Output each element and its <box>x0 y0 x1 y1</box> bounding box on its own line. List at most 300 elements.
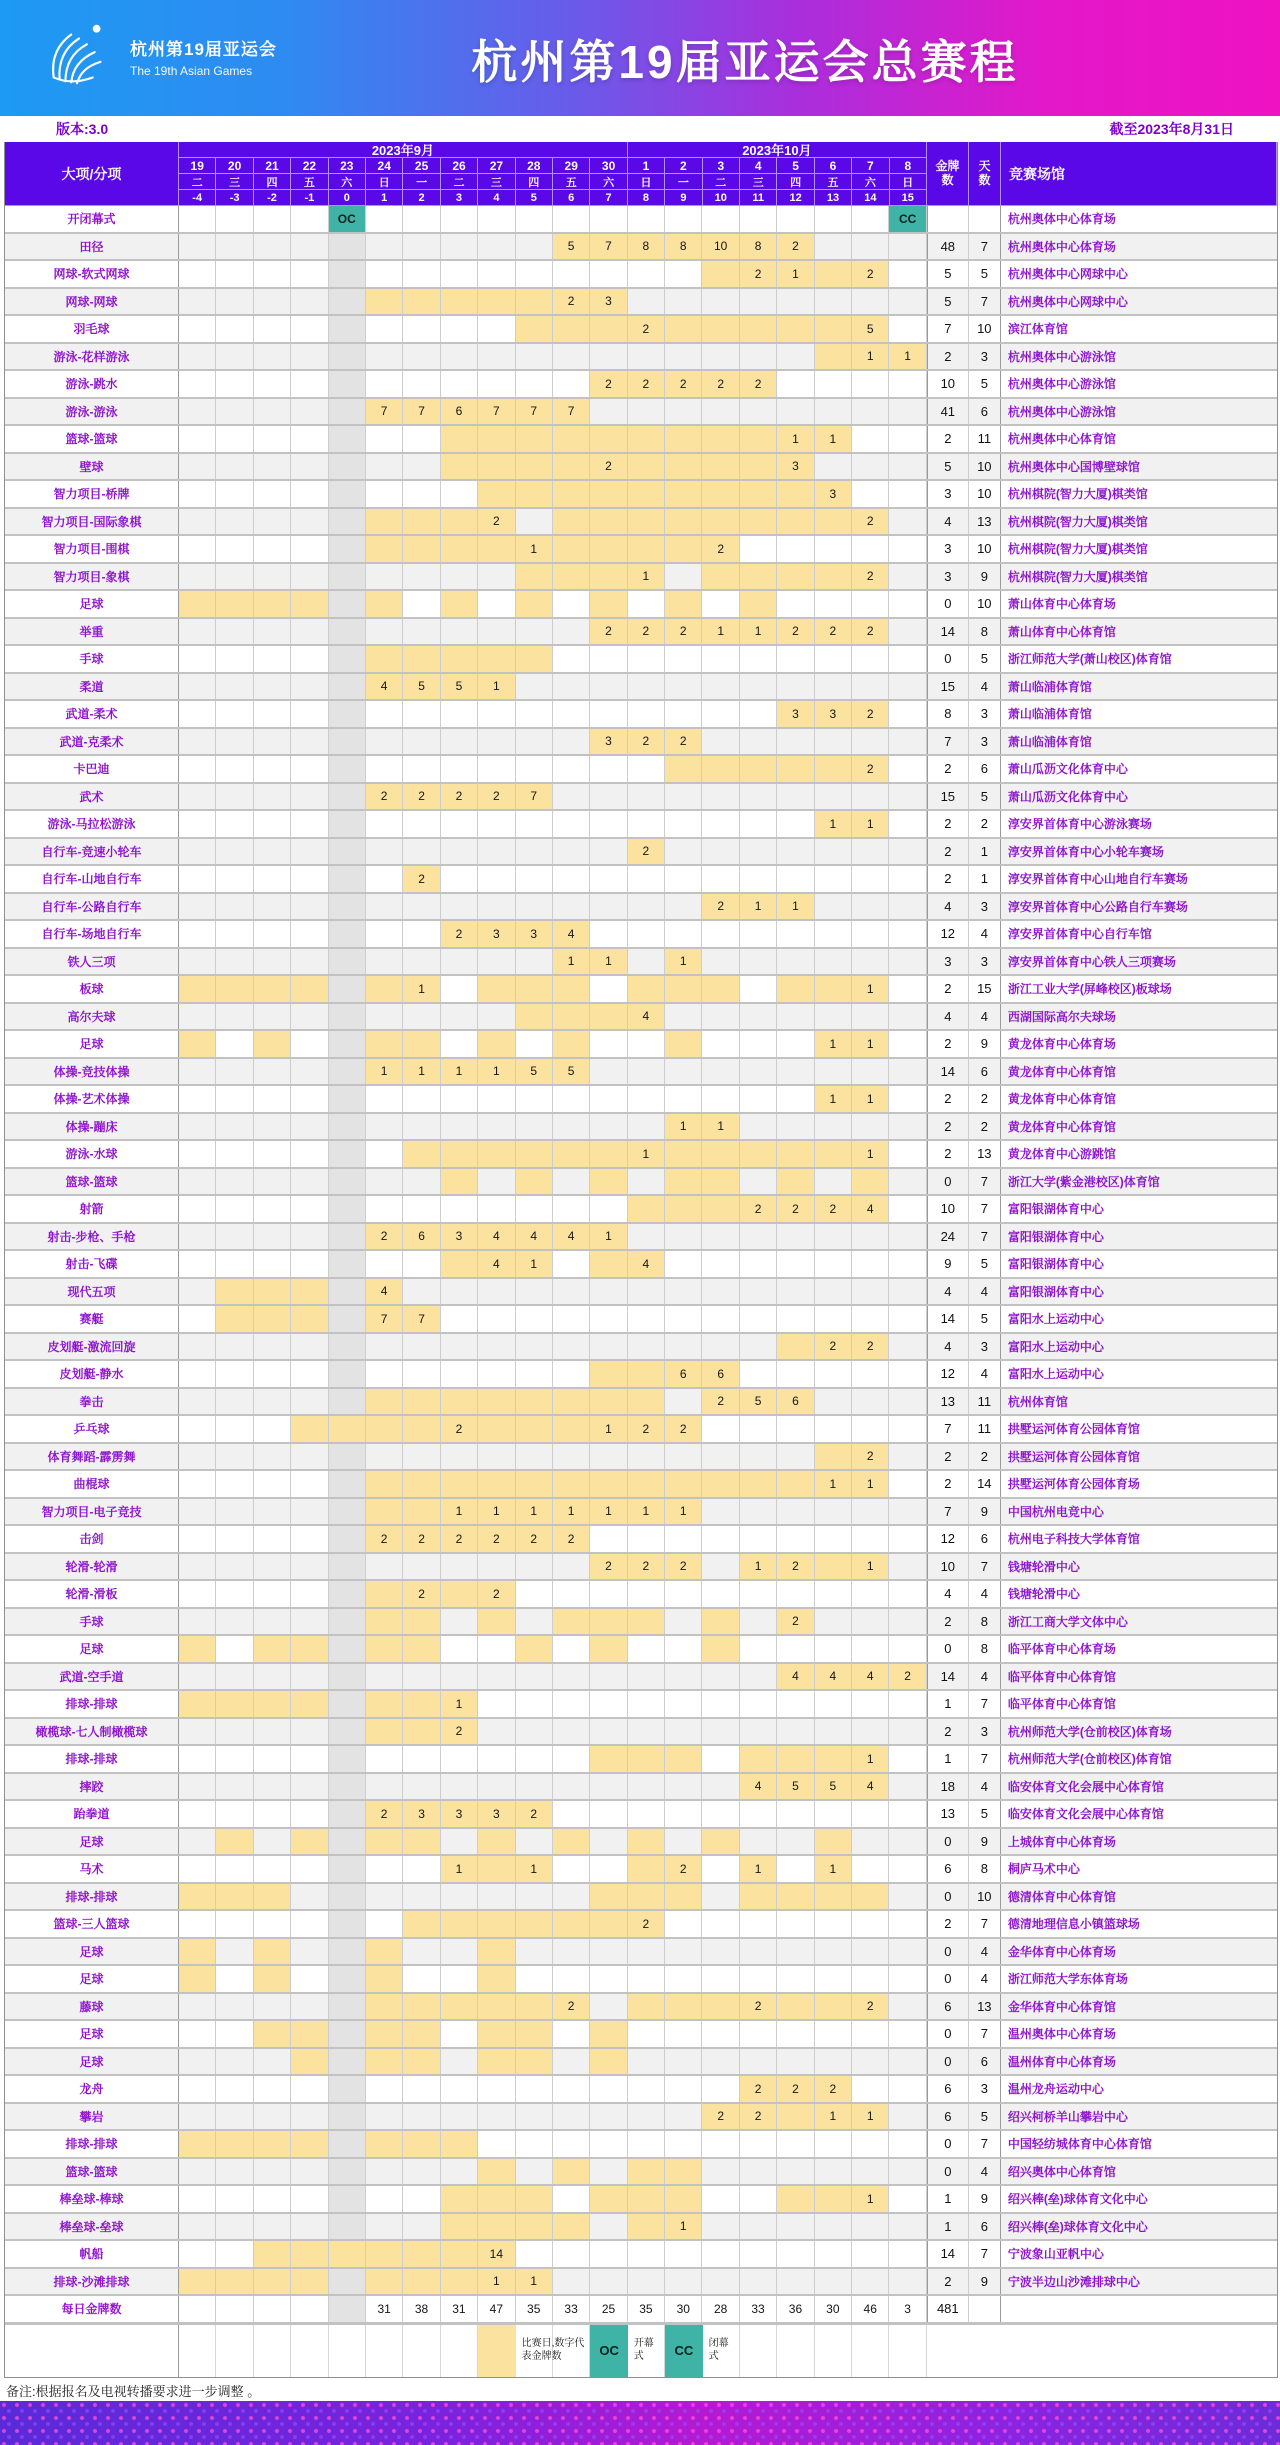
gold-count-cell: 1 <box>927 1746 969 1772</box>
day-cell <box>889 1114 926 1140</box>
day-cell: 2 <box>815 1334 852 1360</box>
days-count-cell: 7 <box>969 1911 1001 1937</box>
day-cell: 1 <box>665 1114 702 1140</box>
day-cell <box>777 1086 814 1112</box>
day-cell <box>590 646 627 672</box>
day-cell: 3 <box>815 701 852 727</box>
day-cell <box>628 976 665 1002</box>
table-row <box>5 2104 1277 2132</box>
column-header-date: 30 <box>590 158 627 174</box>
day-cell <box>777 206 814 232</box>
day-cell <box>815 1939 852 1965</box>
day-cell <box>403 1086 440 1112</box>
day-cell: 1 <box>478 674 515 700</box>
day-cell <box>628 2049 665 2075</box>
day-cell <box>254 234 291 260</box>
day-cell <box>665 756 702 782</box>
day-cell <box>366 2076 403 2102</box>
day-cell <box>403 509 440 535</box>
day-cell <box>889 454 926 480</box>
day-cell <box>254 2269 291 2295</box>
column-header-weekday: 五 <box>815 174 852 190</box>
day-cell <box>516 261 553 287</box>
day-cell <box>478 261 515 287</box>
day-cell <box>740 811 777 837</box>
day-cell <box>553 2049 590 2075</box>
day-cell <box>553 1774 590 1800</box>
table-row <box>5 261 1277 289</box>
day-cell <box>179 481 216 507</box>
legend-matchday-label: 比赛日,数字代表金牌数 <box>521 2338 585 2362</box>
day-cell <box>852 234 889 260</box>
day-cell <box>815 784 852 810</box>
day-cell: 2 <box>740 1196 777 1222</box>
table-row <box>5 1059 1277 1087</box>
footer-note-row <box>0 2378 1280 2404</box>
day-cell <box>516 811 553 837</box>
day-cell <box>179 1499 216 1525</box>
gold-count-cell <box>927 206 969 232</box>
gold-count-cell: 2 <box>927 1141 969 1167</box>
day-cell <box>254 949 291 975</box>
day-cell <box>291 1334 328 1360</box>
day-cell <box>516 1306 553 1332</box>
gold-count-cell: 14 <box>927 1664 969 1690</box>
day-cell <box>366 949 403 975</box>
day-cell <box>403 1994 440 2020</box>
day-cell <box>889 536 926 562</box>
day-cell <box>291 674 328 700</box>
day-cell <box>403 1719 440 1745</box>
day-cell <box>777 1444 814 1470</box>
gold-count-cell: 6 <box>927 1994 969 2020</box>
day-cell: 2 <box>516 1526 553 1552</box>
day-cell: 1 <box>516 1499 553 1525</box>
day-cell <box>329 399 366 425</box>
day-cell <box>329 1829 366 1855</box>
day-cell <box>553 839 590 865</box>
day-cell <box>590 1004 627 1030</box>
day-cell <box>702 1581 739 1607</box>
day-cell <box>329 619 366 645</box>
day-cell <box>889 1774 926 1800</box>
day-cell <box>254 1691 291 1717</box>
day-cell: 2 <box>852 564 889 590</box>
day-cell <box>889 1746 926 1772</box>
gold-count-cell: 24 <box>927 1224 969 1250</box>
day-cell <box>254 1031 291 1057</box>
day-cell <box>740 784 777 810</box>
day-cell <box>740 1334 777 1360</box>
day-cell <box>852 1499 889 1525</box>
day-cell: 1 <box>553 1499 590 1525</box>
day-cell <box>366 344 403 370</box>
day-cell <box>516 344 553 370</box>
day-cell <box>740 509 777 535</box>
day-cell: 1 <box>516 1856 553 1882</box>
day-cell <box>441 536 478 562</box>
day-cell <box>702 756 739 782</box>
table-row <box>5 1746 1277 1774</box>
day-cell <box>216 1856 253 1882</box>
table-row <box>5 2241 1277 2269</box>
day-cell <box>216 261 253 287</box>
day-cell <box>777 1306 814 1332</box>
days-count-cell: 4 <box>969 1279 1001 1305</box>
day-cell <box>702 1966 739 1992</box>
day-cell <box>179 1884 216 1910</box>
day-cell <box>740 454 777 480</box>
day-cell <box>852 2269 889 2295</box>
day-cell: 25 <box>590 2296 627 2322</box>
gold-count-cell: 0 <box>927 1636 969 1662</box>
day-cell <box>852 591 889 617</box>
day-cell <box>291 949 328 975</box>
day-cell <box>852 646 889 672</box>
day-cell <box>441 1609 478 1635</box>
day-cell <box>441 646 478 672</box>
day-cell <box>665 454 702 480</box>
day-cell <box>740 674 777 700</box>
day-cell <box>702 646 739 672</box>
day-cell <box>329 289 366 315</box>
day-cell <box>628 949 665 975</box>
day-cell <box>403 1691 440 1717</box>
day-cell <box>702 1994 739 2020</box>
day-cell <box>665 1004 702 1030</box>
day-cell <box>216 1471 253 1497</box>
day-cell <box>478 454 515 480</box>
sport-name: 篮球-三人篮球 <box>5 1911 179 1937</box>
day-cell: 2 <box>852 1334 889 1360</box>
table-row <box>5 1801 1277 1829</box>
day-cell <box>889 921 926 947</box>
day-cell <box>516 206 553 232</box>
day-cell: 2 <box>740 371 777 397</box>
day-cell <box>179 1416 216 1442</box>
day-cell <box>329 1196 366 1222</box>
day-cell <box>665 1251 702 1277</box>
column-header-gold: 金牌数 <box>927 142 969 206</box>
day-cell: 2 <box>889 1664 926 1690</box>
column-header-dayindex: -2 <box>254 190 291 206</box>
day-cell <box>291 261 328 287</box>
day-cell <box>329 2131 366 2157</box>
day-cell <box>254 1059 291 1085</box>
day-cell <box>516 1774 553 1800</box>
day-cell <box>441 371 478 397</box>
day-cell <box>216 839 253 865</box>
table-row <box>5 2159 1277 2187</box>
day-cell <box>441 1031 478 1057</box>
day-cell <box>777 2214 814 2240</box>
day-cell <box>366 1004 403 1030</box>
table-row <box>5 1279 1277 1307</box>
venue-cell: 杭州电子科技大学体育馆 <box>1007 1532 1140 1547</box>
day-cell <box>516 2104 553 2130</box>
venue-cell: 淳安界首体育中心山地自行车赛场 <box>1007 872 1188 887</box>
day-cell <box>441 2159 478 2185</box>
table-row <box>5 756 1277 784</box>
day-cell <box>852 2214 889 2240</box>
day-cell <box>179 1334 216 1360</box>
day-cell <box>777 1691 814 1717</box>
days-count-cell: 2 <box>969 1444 1001 1470</box>
day-cell <box>366 2214 403 2240</box>
day-cell <box>665 1609 702 1635</box>
day-cell <box>702 839 739 865</box>
day-cell <box>254 316 291 342</box>
day-cell <box>366 619 403 645</box>
day-cell <box>366 371 403 397</box>
day-cell <box>516 1196 553 1222</box>
day-cell <box>852 839 889 865</box>
day-cell <box>329 1664 366 1690</box>
days-count-cell: 5 <box>969 784 1001 810</box>
day-cell <box>254 701 291 727</box>
legend-matchday-swatch <box>478 2325 515 2377</box>
day-cell <box>254 1994 291 2020</box>
day-cell <box>852 1114 889 1140</box>
day-cell <box>516 289 553 315</box>
table-row <box>5 1444 1277 1472</box>
legend-grid-cell <box>777 2325 814 2377</box>
table-row <box>5 2296 1277 2324</box>
day-cell <box>889 1251 926 1277</box>
sport-name: 手球 <box>5 646 179 672</box>
day-cell <box>329 894 366 920</box>
days-count-cell: 6 <box>969 756 1001 782</box>
day-cell <box>216 591 253 617</box>
table-row <box>5 344 1277 372</box>
legend-grid-cell <box>403 2325 440 2377</box>
day-cell <box>291 564 328 590</box>
asian-games-emblem-icon <box>42 16 120 96</box>
day-cell <box>478 949 515 975</box>
day-cell <box>291 1141 328 1167</box>
column-header-september: 2023年9月 <box>179 142 628 158</box>
venue-cell: 温州龙舟运动中心 <box>1007 2082 1104 2097</box>
day-cell <box>403 1609 440 1635</box>
day-cell: 4 <box>478 1224 515 1250</box>
day-cell <box>478 2049 515 2075</box>
day-cell <box>815 1141 852 1167</box>
days-count-cell: 14 <box>969 1471 1001 1497</box>
day-cell <box>478 2159 515 2185</box>
day-cell <box>852 1306 889 1332</box>
venue-cell: 淳安界首体育中心游泳赛场 <box>1007 817 1152 832</box>
day-cell <box>740 1141 777 1167</box>
day-cell <box>329 1141 366 1167</box>
gold-count-cell: 0 <box>927 2021 969 2047</box>
venue-cell: 临平体育中心体育馆 <box>1007 1697 1116 1712</box>
day-cell <box>291 1224 328 1250</box>
day-cell <box>403 1004 440 1030</box>
day-cell <box>740 646 777 672</box>
day-cell: 2 <box>441 1416 478 1442</box>
day-cell: 4 <box>516 1224 553 1250</box>
day-cell <box>478 1141 515 1167</box>
day-cell <box>329 2186 366 2212</box>
day-cell <box>291 1554 328 1580</box>
day-cell <box>852 1884 889 1910</box>
day-cell <box>702 811 739 837</box>
day-cell <box>366 1141 403 1167</box>
day-cell: 1 <box>553 949 590 975</box>
day-cell <box>740 1966 777 1992</box>
day-cell: 2 <box>740 1994 777 2020</box>
day-cell <box>665 344 702 370</box>
day-cell <box>254 536 291 562</box>
day-cell <box>553 316 590 342</box>
day-cell <box>366 426 403 452</box>
table-row <box>5 1856 1277 1884</box>
day-cell: 4 <box>553 921 590 947</box>
day-cell <box>516 2186 553 2212</box>
day-cell <box>216 399 253 425</box>
day-cell <box>254 1169 291 1195</box>
day-cell <box>329 949 366 975</box>
day-cell <box>441 1939 478 1965</box>
gold-count-cell: 6 <box>927 1856 969 1882</box>
days-count-cell: 4 <box>969 1939 1001 1965</box>
day-cell <box>777 2186 814 2212</box>
day-cell <box>216 481 253 507</box>
day-cell <box>665 1031 702 1057</box>
day-cell <box>553 701 590 727</box>
day-cell <box>740 921 777 947</box>
day-cell <box>590 564 627 590</box>
day-cell <box>329 674 366 700</box>
days-count-cell: 3 <box>969 894 1001 920</box>
day-cell <box>516 2131 553 2157</box>
day-cell <box>590 976 627 1002</box>
day-cell <box>702 1856 739 1882</box>
day-cell <box>441 1004 478 1030</box>
day-cell <box>366 206 403 232</box>
day-cell <box>889 701 926 727</box>
day-cell <box>179 921 216 947</box>
day-cell <box>665 1746 702 1772</box>
day-cell <box>740 976 777 1002</box>
day-cell: 4 <box>815 1664 852 1690</box>
day-cell <box>216 674 253 700</box>
day-cell <box>291 1251 328 1277</box>
day-cell <box>553 2159 590 2185</box>
day-cell: 1 <box>777 426 814 452</box>
day-cell: 2 <box>366 1526 403 1552</box>
day-cell <box>628 811 665 837</box>
day-cell <box>516 1636 553 1662</box>
day-cell <box>516 1279 553 1305</box>
day-cell <box>478 1361 515 1387</box>
day-cell <box>889 784 926 810</box>
day-cell <box>702 1141 739 1167</box>
day-cell <box>553 371 590 397</box>
day-cell <box>702 1279 739 1305</box>
day-cell <box>441 1389 478 1415</box>
venue-cell: 拱墅运河体育公园体育馆 <box>1007 1422 1140 1437</box>
day-cell <box>889 1416 926 1442</box>
day-cell <box>329 1691 366 1717</box>
day-cell <box>478 1086 515 1112</box>
day-cell <box>478 1389 515 1415</box>
venue-cell: 金华体育中心体育场 <box>1007 1944 1116 1959</box>
column-header-days: 天数 <box>969 142 1001 206</box>
day-cell <box>179 1994 216 2020</box>
day-cell <box>441 2021 478 2047</box>
day-cell <box>291 921 328 947</box>
sport-name: 射击-步枪、手枪 <box>5 1224 179 1250</box>
venue-cell: 黄龙体育中心体育馆 <box>1007 1064 1116 1079</box>
gold-count-cell: 2 <box>927 811 969 837</box>
day-cell <box>291 1994 328 2020</box>
day-cell <box>291 591 328 617</box>
day-cell <box>777 784 814 810</box>
days-count-cell: 13 <box>969 1994 1001 2020</box>
day-cell: 5 <box>815 1774 852 1800</box>
day-cell <box>403 1141 440 1167</box>
column-header-weekday: 六 <box>329 174 366 190</box>
day-cell <box>291 481 328 507</box>
day-cell <box>553 1939 590 1965</box>
sport-name: 自行车-山地自行车 <box>5 866 179 892</box>
day-cell <box>441 261 478 287</box>
day-cell <box>254 1664 291 1690</box>
day-cell <box>403 2104 440 2130</box>
day-cell <box>553 1086 590 1112</box>
day-cell <box>516 454 553 480</box>
gold-count-cell: 2 <box>927 839 969 865</box>
day-cell <box>216 1114 253 1140</box>
day-cell: 4 <box>553 1224 590 1250</box>
day-cell <box>516 1416 553 1442</box>
column-header-date: 25 <box>403 158 440 174</box>
day-cell <box>852 921 889 947</box>
day-cell <box>516 1829 553 1855</box>
day-cell: 2 <box>403 866 440 892</box>
day-cell <box>702 1169 739 1195</box>
day-cell <box>628 921 665 947</box>
gold-count-cell: 0 <box>927 2159 969 2185</box>
day-cell <box>441 1581 478 1607</box>
day-cell: 2 <box>740 261 777 287</box>
venue-cell: 黄龙体育中心体育馆 <box>1007 1119 1116 1134</box>
day-cell: 2 <box>702 894 739 920</box>
days-count-cell: 3 <box>969 949 1001 975</box>
day-cell <box>329 1801 366 1827</box>
day-cell <box>702 1939 739 1965</box>
sport-name: 铁人三项 <box>5 949 179 975</box>
day-cell <box>815 1691 852 1717</box>
day-cell <box>628 344 665 370</box>
day-cell: 35 <box>516 2296 553 2322</box>
day-cell <box>478 1746 515 1772</box>
gold-count-cell: 2 <box>927 756 969 782</box>
day-cell <box>329 2214 366 2240</box>
day-cell: 1 <box>590 949 627 975</box>
table-row <box>5 1141 1277 1169</box>
day-cell <box>665 866 702 892</box>
day-cell: 1 <box>366 1059 403 1085</box>
day-cell <box>478 1939 515 1965</box>
day-cell <box>852 2049 889 2075</box>
day-cell <box>516 1966 553 1992</box>
day-cell <box>216 454 253 480</box>
table-row <box>5 1114 1277 1142</box>
table-row <box>5 1499 1277 1527</box>
day-cell <box>740 206 777 232</box>
